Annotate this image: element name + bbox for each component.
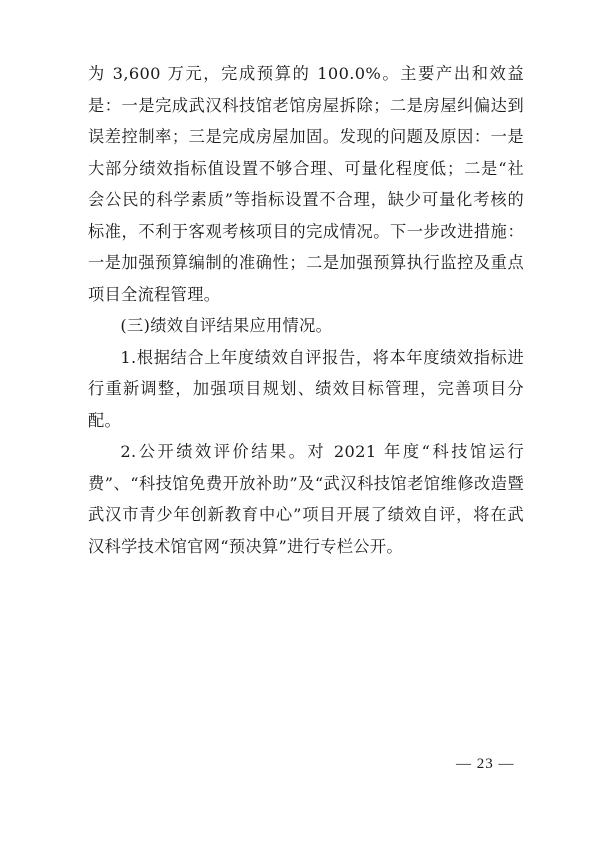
page-number: — 23 — (456, 756, 515, 772)
section-heading: (三)绩效自评结果应用情况。 (120, 316, 333, 335)
paragraph-item-2: 2.公开绩效评价结果。对 2021 年度“科技馆运行费”、“科技馆免费开放补助”及“武汉科技馆老馆维修改造暨武汉市青少年创新教育中心”项目开展了绩效自评，将在武汉科学技术馆官网“预决算”进行专栏公开。 (88, 442, 524, 556)
paragraph-continuation: 为 3,600 万元，完成预算的 100.0%。主要产出和效益是：一是完成武汉科技馆老馆房屋拆除；二是房屋纠偏达到误差控制率；三是完成房屋加固。发现的问题及原因：一是大部分绩效指标值设置不够合理、可量化程度低；二是“社会公民的科学素质”等指标设置不合理，缺少可量化考核的标准，不利于客观考核项目的完成情况。下一步改进措施：一是加强预算编制的准确性；二是加强预算执行监控及重点项目全流程管理。 (88, 64, 524, 304)
paragraph-item-1: 1.根据结合上年度绩效自评报告，将本年度绩效指标进行重新调整，加强项目规划、绩效目标管理，完善项目分配。 (88, 347, 524, 430)
body-text (88, 58, 524, 562)
